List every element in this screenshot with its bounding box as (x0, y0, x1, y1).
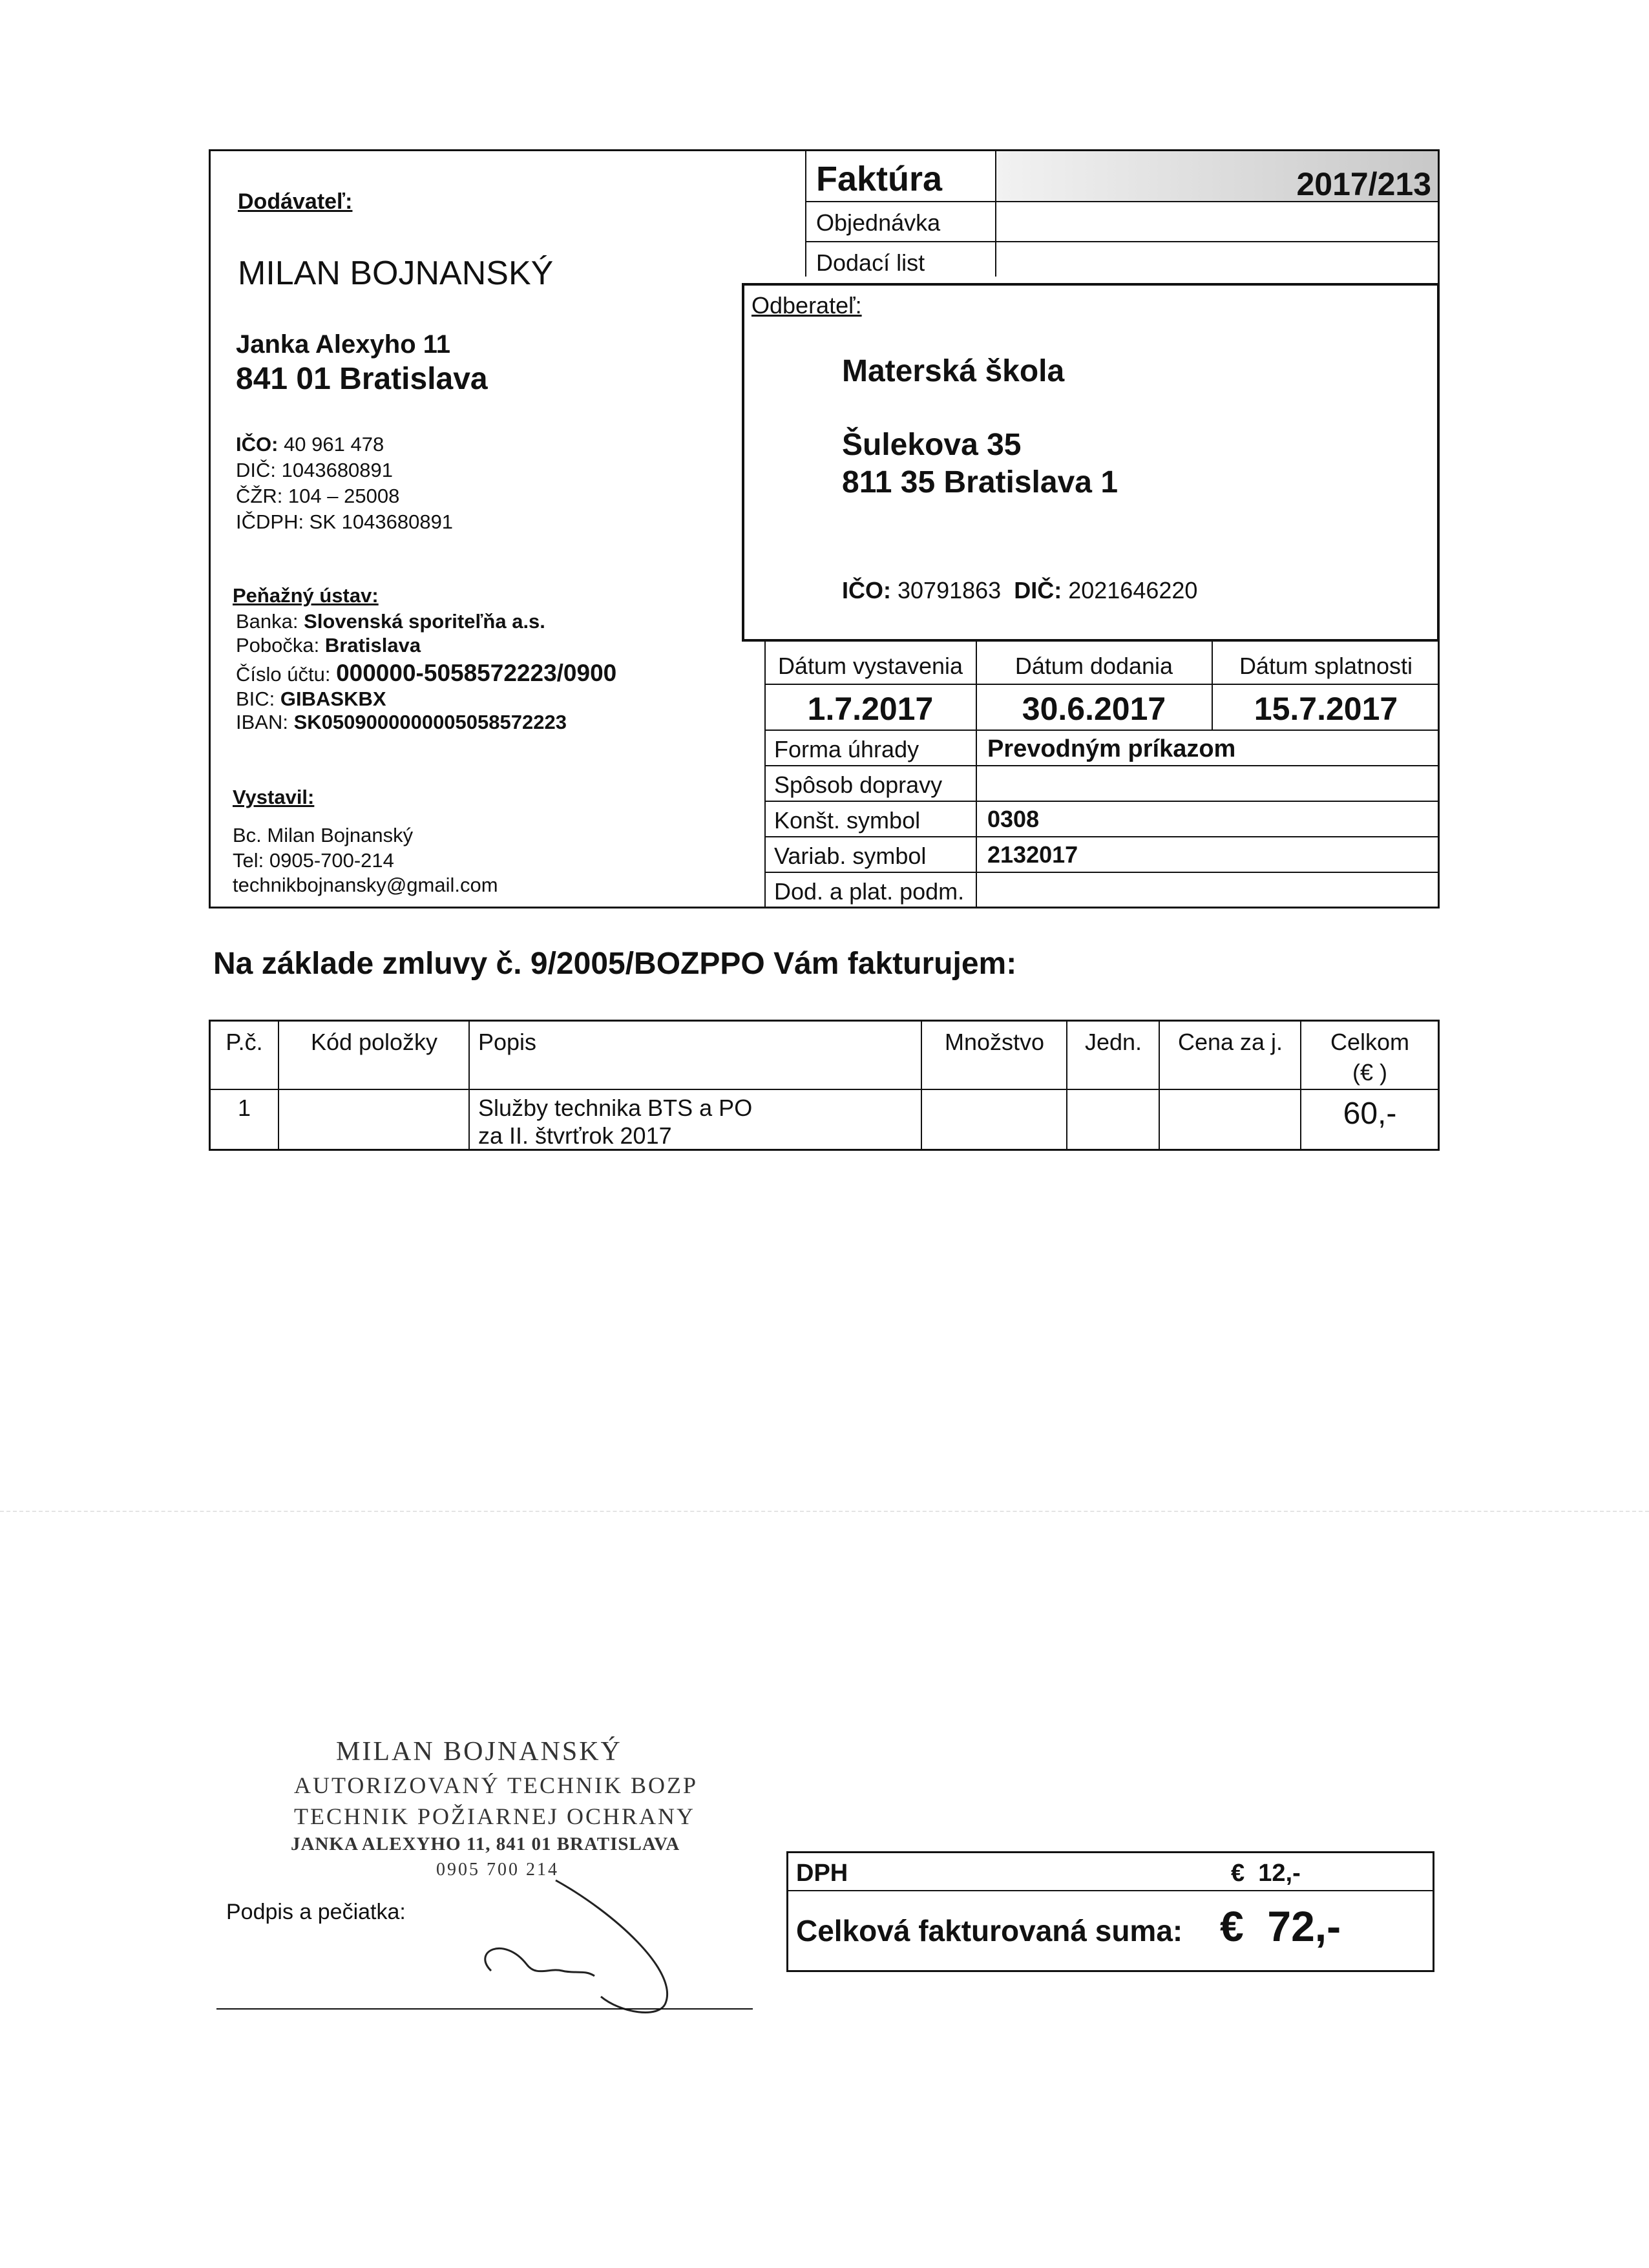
supplier-city: 841 01 Bratislava (236, 362, 488, 396)
customer-dic-value: 2021646220 (1068, 577, 1198, 604)
divider (976, 642, 977, 908)
customer-label: Odberateľ: (751, 292, 862, 319)
table-row-desc-line1: Služby technika BTS a PO (478, 1095, 753, 1121)
stamp-line-5: 0905 700 214 (436, 1860, 559, 1880)
bank-name-label: Banka: (236, 610, 299, 633)
bank-iban (236, 712, 567, 732)
divider (468, 1020, 470, 1151)
due-date-value: 15.7.2017 (1254, 691, 1398, 727)
supplier-czr: ČŽR: 104 – 25008 (236, 485, 400, 507)
bank-bic-value: GIBASKBX (280, 688, 386, 710)
issuer-label: Vystavil: (233, 786, 315, 808)
terms-label: Dod. a plat. podm. (774, 878, 965, 905)
table-row-total: 60,- (1343, 1097, 1397, 1131)
col-header-code: Kód položky (310, 1029, 438, 1055)
divider (764, 765, 1440, 766)
customer-ico-label: IČO: (842, 577, 891, 604)
delivery-note-label: Dodací list (816, 249, 925, 276)
delivery-date-value: 30.6.2017 (1022, 691, 1166, 727)
total-value: € 72,- (1220, 1902, 1341, 1950)
supplier-street: Janka Alexyho 11 (236, 330, 451, 359)
supplier-ico-value: 40 961 478 (284, 433, 384, 456)
divider (764, 642, 766, 908)
issue-date-label: Dátum vystavenia (777, 653, 963, 679)
bank-branch-value: Bratislava (324, 634, 421, 656)
signature-label: Podpis a pečiatka: (226, 1900, 406, 1924)
bank-account-label: Číslo účtu: (236, 663, 331, 686)
document-type: Faktúra (816, 160, 943, 198)
divider (1212, 642, 1213, 730)
col-header-qty: Množstvo (944, 1029, 1045, 1055)
due-date-label: Dátum splatnosti (1239, 653, 1413, 679)
signature-line (216, 2008, 753, 2010)
col-header-no: P.č. (226, 1029, 263, 1055)
divider (278, 1020, 279, 1151)
supplier-name: MILAN BOJNANSKÝ (238, 255, 554, 292)
vat-value: € 12,- (1231, 1860, 1301, 1887)
summary-divider (786, 1890, 1434, 1891)
col-header-price: Cena za j. (1177, 1029, 1283, 1055)
divider (764, 801, 1440, 802)
table-row-no: 1 (237, 1095, 251, 1121)
bank-branch-label: Pobočka: (236, 634, 320, 656)
customer-ico-value: 30791863 (898, 577, 1002, 604)
invoice-number: 2017/213 (1296, 166, 1431, 202)
divider (995, 149, 996, 277)
supplier-label: Dodávateľ: (238, 189, 353, 214)
col-header-unit: Jedn. (1084, 1029, 1142, 1055)
delivery-date-label: Dátum dodania (1014, 653, 1173, 679)
bank-bic (236, 689, 386, 709)
total-label: Celková fakturovaná suma: (796, 1914, 1183, 1948)
order-label: Objednávka (816, 209, 941, 236)
divider (805, 149, 806, 277)
customer-city: 811 35 Bratislava 1 (842, 465, 1119, 499)
divider (1300, 1020, 1301, 1151)
customer-street: Šulekova 35 (842, 428, 1022, 462)
stamp-line-2: AUTORIZOVANÝ TECHNIK BOZP (294, 1772, 698, 1798)
supplier-icdph: IČDPH: SK 1043680891 (236, 510, 454, 533)
variable-symbol-value: 2132017 (987, 841, 1078, 868)
vat-label: DPH (796, 1860, 848, 1887)
issue-date-value: 1.7.2017 (807, 691, 934, 727)
constant-symbol-label: Konšt. symbol (774, 807, 921, 834)
divider (764, 872, 1440, 873)
issuer-email: technikbojnansky@gmail.com (233, 874, 498, 896)
supplier-dic: DIČ: 1043680891 (236, 459, 394, 481)
bank-account-value: 000000-5058572223/0900 (336, 660, 617, 686)
divider (921, 1020, 922, 1151)
bank-name (236, 611, 545, 631)
bank-account (236, 661, 616, 685)
payment-form-value: Prevodným príkazom (987, 735, 1236, 762)
issuer-phone: Tel: 0905-700-214 (233, 849, 394, 872)
table-row-desc-line2: za II. štvrťrok 2017 (478, 1122, 672, 1149)
constant-symbol-value: 0308 (987, 806, 1040, 832)
customer-ids (842, 579, 1197, 602)
variable-symbol-label: Variab. symbol (774, 843, 927, 869)
col-header-desc: Popis (478, 1029, 537, 1055)
stamp-line-1: MILAN BOJNANSKÝ (336, 1737, 622, 1767)
signature-scribble (465, 1874, 698, 2022)
stamp-line-3: TECHNIK POŽIARNEJ OCHRANY (294, 1803, 695, 1829)
table-header-divider (209, 1089, 1440, 1090)
col-header-total-currency: (€ ) (1352, 1059, 1387, 1086)
scan-fold-line (0, 1511, 1649, 1512)
issuer-name: Bc. Milan Bojnanský (233, 824, 414, 846)
divider (764, 836, 1440, 837)
bank-name-value: Slovenská sporiteľňa a.s. (304, 610, 545, 633)
divider (805, 241, 1440, 242)
contract-intro: Na základe zmluvy č. 9/2005/BOZPPO Vám fakturujem: (213, 947, 1017, 981)
payment-form-label: Forma úhrady (774, 736, 919, 762)
bank-branch (236, 635, 421, 655)
bank-label: Peňažný ústav: (233, 584, 379, 607)
col-header-total: Celkom (1330, 1029, 1410, 1055)
supplier-ico (236, 434, 384, 454)
divider (1159, 1020, 1160, 1151)
bank-bic-label: BIC: (236, 688, 275, 710)
customer-dic-label: DIČ: (1014, 577, 1062, 604)
shipping-label: Spôsob dopravy (774, 772, 943, 798)
stamp-line-4: JANKA ALEXYHO 11, 841 01 BRATISLAVA (291, 1834, 680, 1854)
bank-iban-value: SK0509000000005058572223 (293, 711, 567, 733)
divider (764, 684, 1440, 685)
divider (764, 730, 1440, 731)
divider (1066, 1020, 1067, 1151)
customer-name: Materská škola (842, 354, 1065, 388)
supplier-ico-label: IČO: (236, 433, 278, 456)
bank-iban-label: IBAN: (236, 711, 288, 733)
